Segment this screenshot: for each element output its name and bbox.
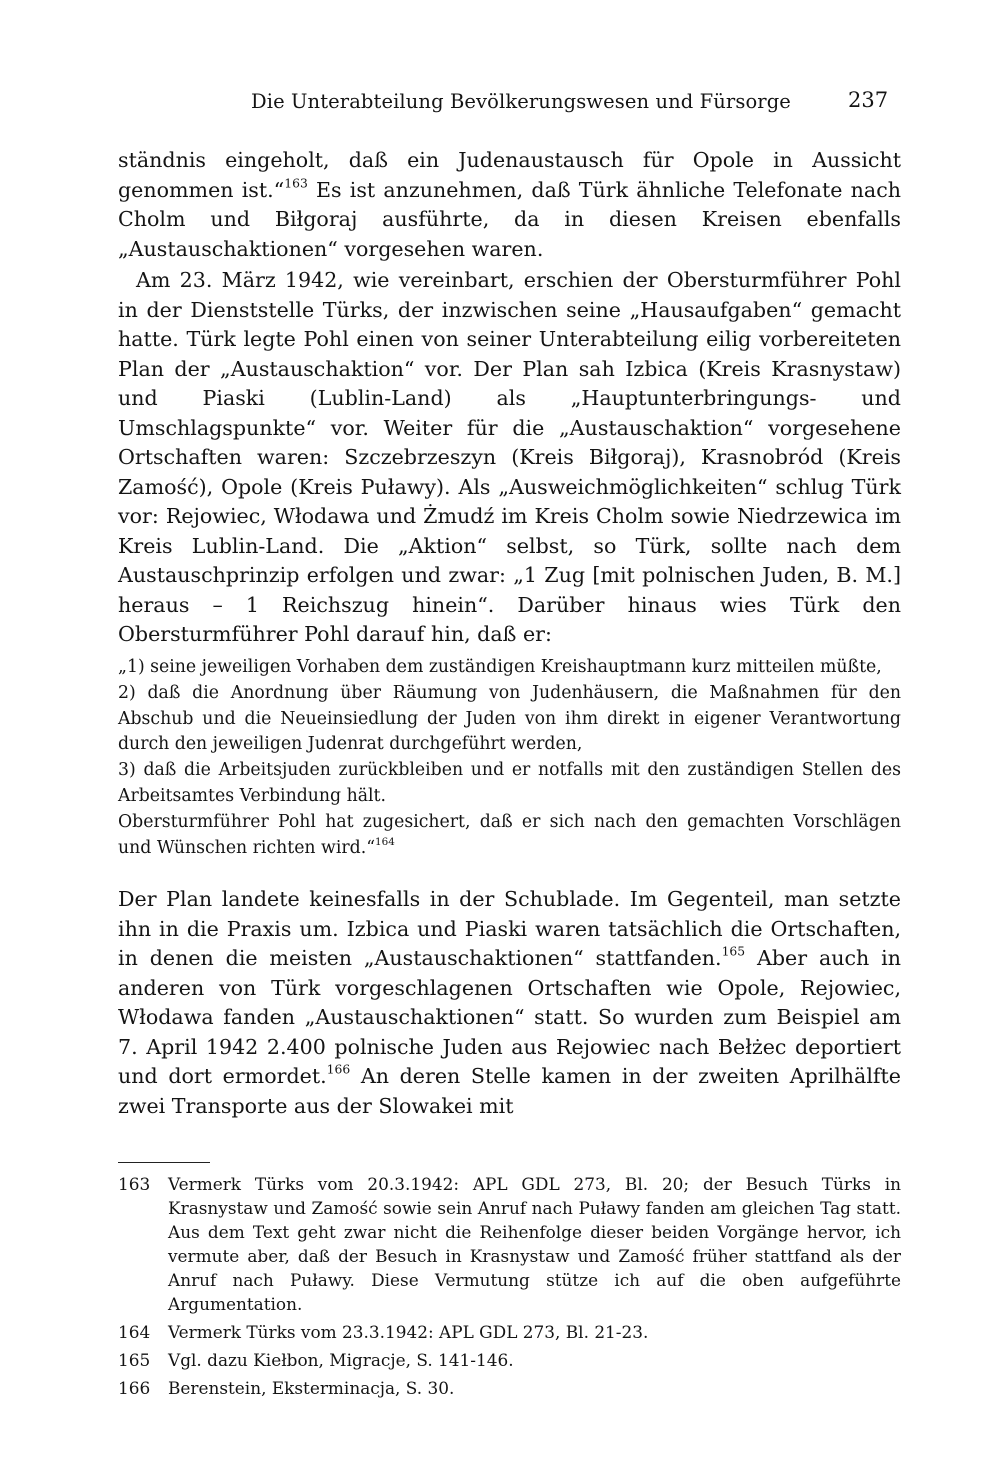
paragraph-3-text-c: An deren Stelle kamen in der zweiten Aprilhälfte zwei Transporte aus der Slowakei mit [118, 1064, 901, 1118]
footnote-163 [118, 1172, 901, 1316]
footnote-text: Vermerk Türks vom 20.3.1942: APL GDL 273, Bl. 20; der Besuch Türks in Krasnystaw und Zamość sowie sein Anruf nach Puławy fanden am gleichen Tag statt. Aus dem Text geht zwar nicht die Reihenfolge dieser beiden Vorgänge hervor, ich vermute aber, daß der Besuch in Krasnystaw und Zamość früher stattfand als der Anruf nach Puławy. Diese Vermutung stütze ich auf die oben aufgeführte Argumentation. [168, 1174, 901, 1314]
paragraph-3-text-a: Der Plan landete keinesfalls in der Schublade. Im Gegenteil, man setzte ihn in die Praxis um. Izbica und Piaski waren tatsächlich die Ortschaften, in denen die meisten „Austauschaktionen“ stattfanden. [118, 887, 901, 970]
footnote-ref-164: 164 [375, 835, 395, 848]
page-number: 237 [848, 88, 889, 112]
block-quote [118, 655, 901, 861]
footnote-text: Vermerk Türks vom 23.3.1942: APL GDL 273, Bl. 21-23. [168, 1322, 649, 1342]
quote-closing [118, 810, 901, 862]
quote-item-3: 3) daß die Arbeitsjuden zurückbleiben und er notfalls mit den zuständigen Stellen des Arbeitsamtes Verbindung hält. [118, 760, 901, 806]
footnote-text: Vgl. dazu Kiełbon, Migracje, S. 141-146. [168, 1350, 514, 1370]
paragraph-3 [118, 885, 901, 1121]
footnote-text: Berenstein, Eksterminacja, S. 30. [168, 1378, 455, 1398]
paragraph-2: Am 23. März 1942, wie vereinbart, erschien der Obersturmführer Pohl in der Dienststelle Türks, der inzwischen seine „Hausaufgaben“ gemacht hatte. Türk legte Pohl einen von seiner Unterabteilung eilig vorbereiteten Plan der „Austauschaktion“ vor. Der Plan sah Izbica (Kreis Krasnystaw) und Piaski (Lublin-Land) als „Hauptunterbringungs- und Umschlagspunkte“ vor. Weiter für die „Austauschaktion“ vorgesehene Ortschaften waren: Szczebrzeszyn (Kreis Biłgoraj), Krasnobród (Kreis Zamość), Opole (Kreis Puławy). Als „Ausweichmöglichkeiten“ schlug Türk vor: Rejowiec, Włodawa und Żmudź im Kreis Cholm sowie Niedrzewica im Kreis Lublin-Land. Die „Aktion“ selbst, so Türk, sollte nach dem Austauschprinzip erfolgen und zwar: „1 Zug [mit polnischen Juden, B. M.] heraus – 1 Reichszug hinein“. Darüber hinaus wies Türk den Obersturmführer Pohl darauf hin, daß er: [118, 268, 901, 646]
footnote-number: 166 [118, 1378, 151, 1398]
footnote-number: 165 [118, 1350, 151, 1370]
footnote-ref-163: 163 [284, 175, 308, 190]
footnote-165 [118, 1348, 901, 1372]
footnote-ref-166: 166 [326, 1062, 351, 1077]
quote-closing-text: Obersturmführer Pohl hat zugesichert, daß er sich nach den gemachten Vorschlägen und Wünschen richten wird.“ [118, 811, 901, 858]
quote-item-1: „1) seine jeweiligen Vorhaben dem zuständigen Kreishauptmann kurz mitteilen müßte, [118, 657, 882, 677]
paragraph-3-text-b: Aber auch in anderen von Türk vorgeschlagenen Ortschaften wie Opole, Rejowiec, Włodawa fanden „Austauschaktionen“ statt. So wurden zum Beispiel am 7. April 1942 2.400 polnische Juden aus Rejowiec nach Bełżec deportiert und dort ermordet. [118, 946, 901, 1088]
footnotes [118, 1172, 901, 1404]
footnote-ref-165: 165 [721, 944, 746, 959]
footnote-164 [118, 1320, 901, 1344]
footnote-number: 164 [118, 1322, 151, 1342]
footnote-number: 163 [118, 1174, 151, 1194]
paragraph-1-text-a: ständnis eingeholt, daß ein Judenaustausch für Opole in Aussicht genommen ist.“ [118, 148, 901, 202]
quote-item-2: 2) daß die Anordnung über Räumung von Judenhäusern, die Maßnahmen für den Abschub und die Neueinsiedlung der Juden von ihm direkt in eigener Verantwortung durch den jeweiligen Judenrat durchgeführt werden, [118, 682, 901, 755]
running-head: Die Unterabteilung Bevölkerungswesen und Fürsorge [251, 90, 791, 113]
footnote-divider [118, 1162, 210, 1163]
paragraph-1-text-b: Es ist anzunehmen, daß Türk ähnliche Telefonate nach Cholm und Biłgoraj ausführte, da in diesen Kreisen ebenfalls „Austauschaktionen“ vorgesehen waren. [118, 177, 901, 261]
footnote-166 [118, 1376, 901, 1400]
paragraph-1 [118, 146, 901, 264]
